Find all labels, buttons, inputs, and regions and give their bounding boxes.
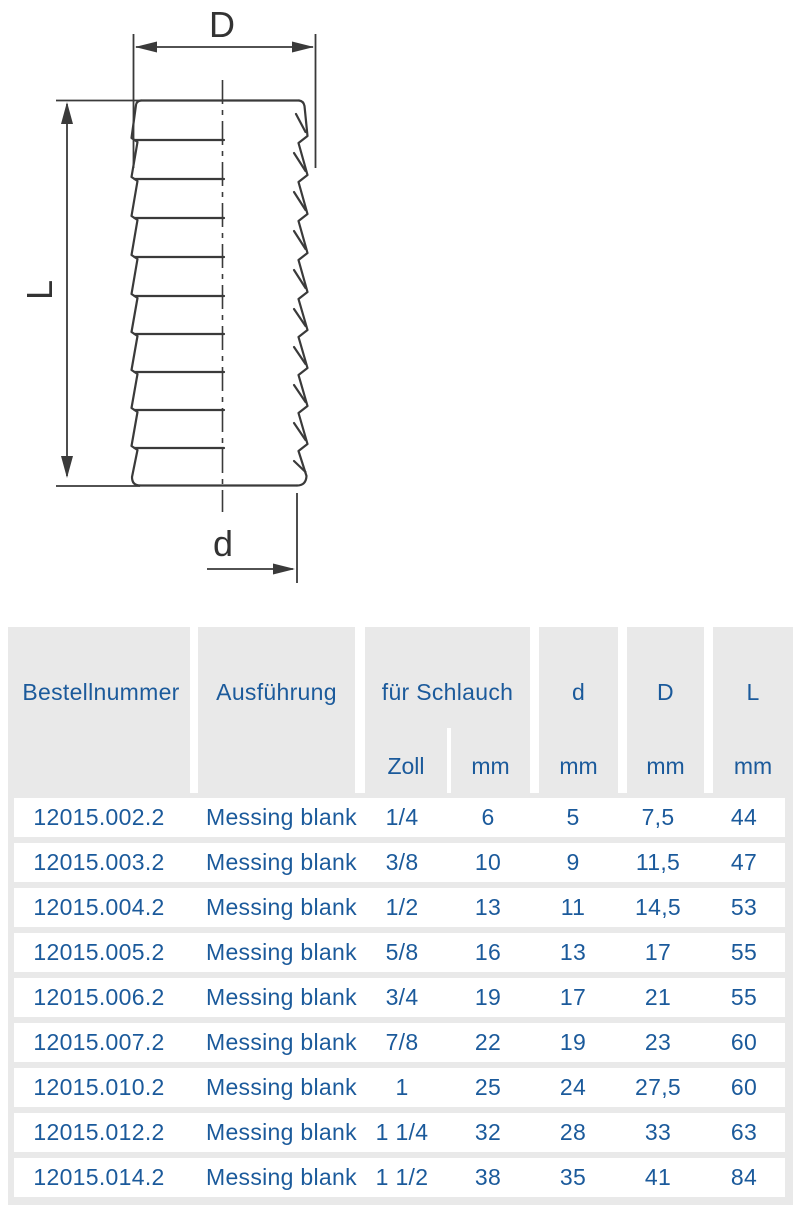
table-cell: 22 bbox=[474, 1029, 502, 1055]
table-cell: Messing blank bbox=[206, 984, 357, 1010]
table-cell: 13 bbox=[559, 939, 587, 965]
table-cell: 17 bbox=[559, 984, 587, 1010]
table-cell: Messing blank bbox=[206, 1074, 357, 1100]
table-row bbox=[14, 888, 785, 927]
table-cell: 12015.005.2 bbox=[33, 939, 165, 965]
dimension-L bbox=[19, 101, 140, 487]
fitting-body bbox=[132, 101, 308, 486]
table-cell: 6 bbox=[481, 804, 495, 830]
table-cell: 1 1/2 bbox=[375, 1164, 429, 1190]
header-d: d bbox=[571, 679, 586, 705]
table-cell: Messing blank bbox=[206, 1119, 357, 1145]
table-cell: 12015.010.2 bbox=[33, 1074, 165, 1100]
table-cell: 41 bbox=[644, 1164, 672, 1190]
table-cell: 5 bbox=[566, 804, 580, 830]
table-cell: 10 bbox=[474, 849, 502, 875]
table-cell: 1 1/4 bbox=[375, 1119, 429, 1145]
header-ausfuehrung: Ausführung bbox=[216, 679, 337, 705]
subheader-zoll: Zoll bbox=[387, 753, 425, 779]
table-row bbox=[14, 1068, 785, 1107]
table-row bbox=[14, 843, 785, 882]
table-cell: 47 bbox=[730, 849, 758, 875]
header-L: L bbox=[746, 679, 760, 705]
table-cell: 12015.014.2 bbox=[33, 1164, 165, 1190]
table-cell: 1 bbox=[395, 1074, 409, 1100]
table-cell: 35 bbox=[559, 1164, 587, 1190]
dimension-d bbox=[207, 493, 297, 583]
table-cell: 60 bbox=[730, 1029, 758, 1055]
table-cell: 12015.006.2 bbox=[33, 984, 165, 1010]
table-row bbox=[14, 1023, 785, 1062]
table-cell: 32 bbox=[474, 1119, 502, 1145]
table-cell: 55 bbox=[730, 984, 758, 1010]
table-cell: 7/8 bbox=[385, 1029, 419, 1055]
table-cell: 5/8 bbox=[385, 939, 419, 965]
table-cell: Messing blank bbox=[206, 894, 357, 920]
table-cell: Messing blank bbox=[206, 804, 357, 830]
table-cell: Messing blank bbox=[206, 1029, 357, 1055]
table-cell: 12015.003.2 bbox=[33, 849, 165, 875]
header-bestellnummer: Bestellnummer bbox=[22, 679, 180, 705]
header-fuer-schlauch: für Schlauch bbox=[381, 679, 514, 705]
table-cell: 63 bbox=[730, 1119, 758, 1145]
table-row bbox=[14, 1113, 785, 1152]
table-cell: 27,5 bbox=[635, 1074, 681, 1100]
barb-ridge-lines bbox=[135, 140, 225, 448]
table-cell: 11,5 bbox=[635, 849, 681, 875]
subheader-mm-d: mm bbox=[559, 753, 598, 779]
table-cell: 21 bbox=[644, 984, 672, 1010]
table-cell: 19 bbox=[474, 984, 502, 1010]
subheader-mm-schlauch: mm bbox=[471, 753, 510, 779]
table-row bbox=[14, 1158, 785, 1197]
table-cell: Messing blank bbox=[206, 849, 357, 875]
table-cell: 60 bbox=[730, 1074, 758, 1100]
technical-drawing bbox=[0, 0, 360, 620]
table-cell: 12015.004.2 bbox=[33, 894, 165, 920]
table-cell: 24 bbox=[559, 1074, 587, 1100]
table-cell: 12015.002.2 bbox=[33, 804, 165, 830]
subheader-mm-L: mm bbox=[733, 753, 773, 779]
table-cell: 3/8 bbox=[385, 849, 419, 875]
table-cell: 23 bbox=[644, 1029, 672, 1055]
table-cell: 25 bbox=[474, 1074, 502, 1100]
table-cell: 33 bbox=[644, 1119, 672, 1145]
subheader-mm-D: mm bbox=[646, 753, 685, 779]
table-cell: 19 bbox=[559, 1029, 587, 1055]
table-cell: 3/4 bbox=[385, 984, 419, 1010]
table-cell: 55 bbox=[730, 939, 758, 965]
table-cell: 13 bbox=[474, 894, 502, 920]
table-cell: 84 bbox=[730, 1164, 758, 1190]
dim-label-d: d bbox=[212, 523, 234, 564]
table-cell: 9 bbox=[566, 849, 580, 875]
table-cell: 38 bbox=[474, 1164, 502, 1190]
table-cell: 53 bbox=[730, 894, 758, 920]
table-cell: 1/2 bbox=[385, 894, 419, 920]
table-cell: 7,5 bbox=[641, 804, 675, 830]
table-cell: 11 bbox=[560, 894, 586, 920]
dim-label-D: D bbox=[209, 4, 235, 45]
table-row bbox=[14, 798, 785, 837]
table-cell: 44 bbox=[730, 804, 758, 830]
table-cell: 17 bbox=[644, 939, 672, 965]
table-cell: 1/4 bbox=[385, 804, 419, 830]
table-row bbox=[14, 978, 785, 1017]
table-cell: Messing blank bbox=[206, 1164, 357, 1190]
table-row bbox=[14, 933, 785, 972]
table-cell: 12015.012.2 bbox=[33, 1119, 165, 1145]
spec-table bbox=[8, 627, 793, 1205]
table-cell: 28 bbox=[559, 1119, 587, 1145]
dim-label-L: L bbox=[19, 279, 60, 301]
header-D: D bbox=[657, 679, 674, 705]
table-cell: Messing blank bbox=[206, 939, 357, 965]
table-cell: 12015.007.2 bbox=[33, 1029, 165, 1055]
dimension-D bbox=[134, 4, 316, 168]
table-cell: 16 bbox=[474, 939, 502, 965]
table-rows bbox=[8, 627, 793, 1205]
table-cell: 14,5 bbox=[635, 894, 681, 920]
